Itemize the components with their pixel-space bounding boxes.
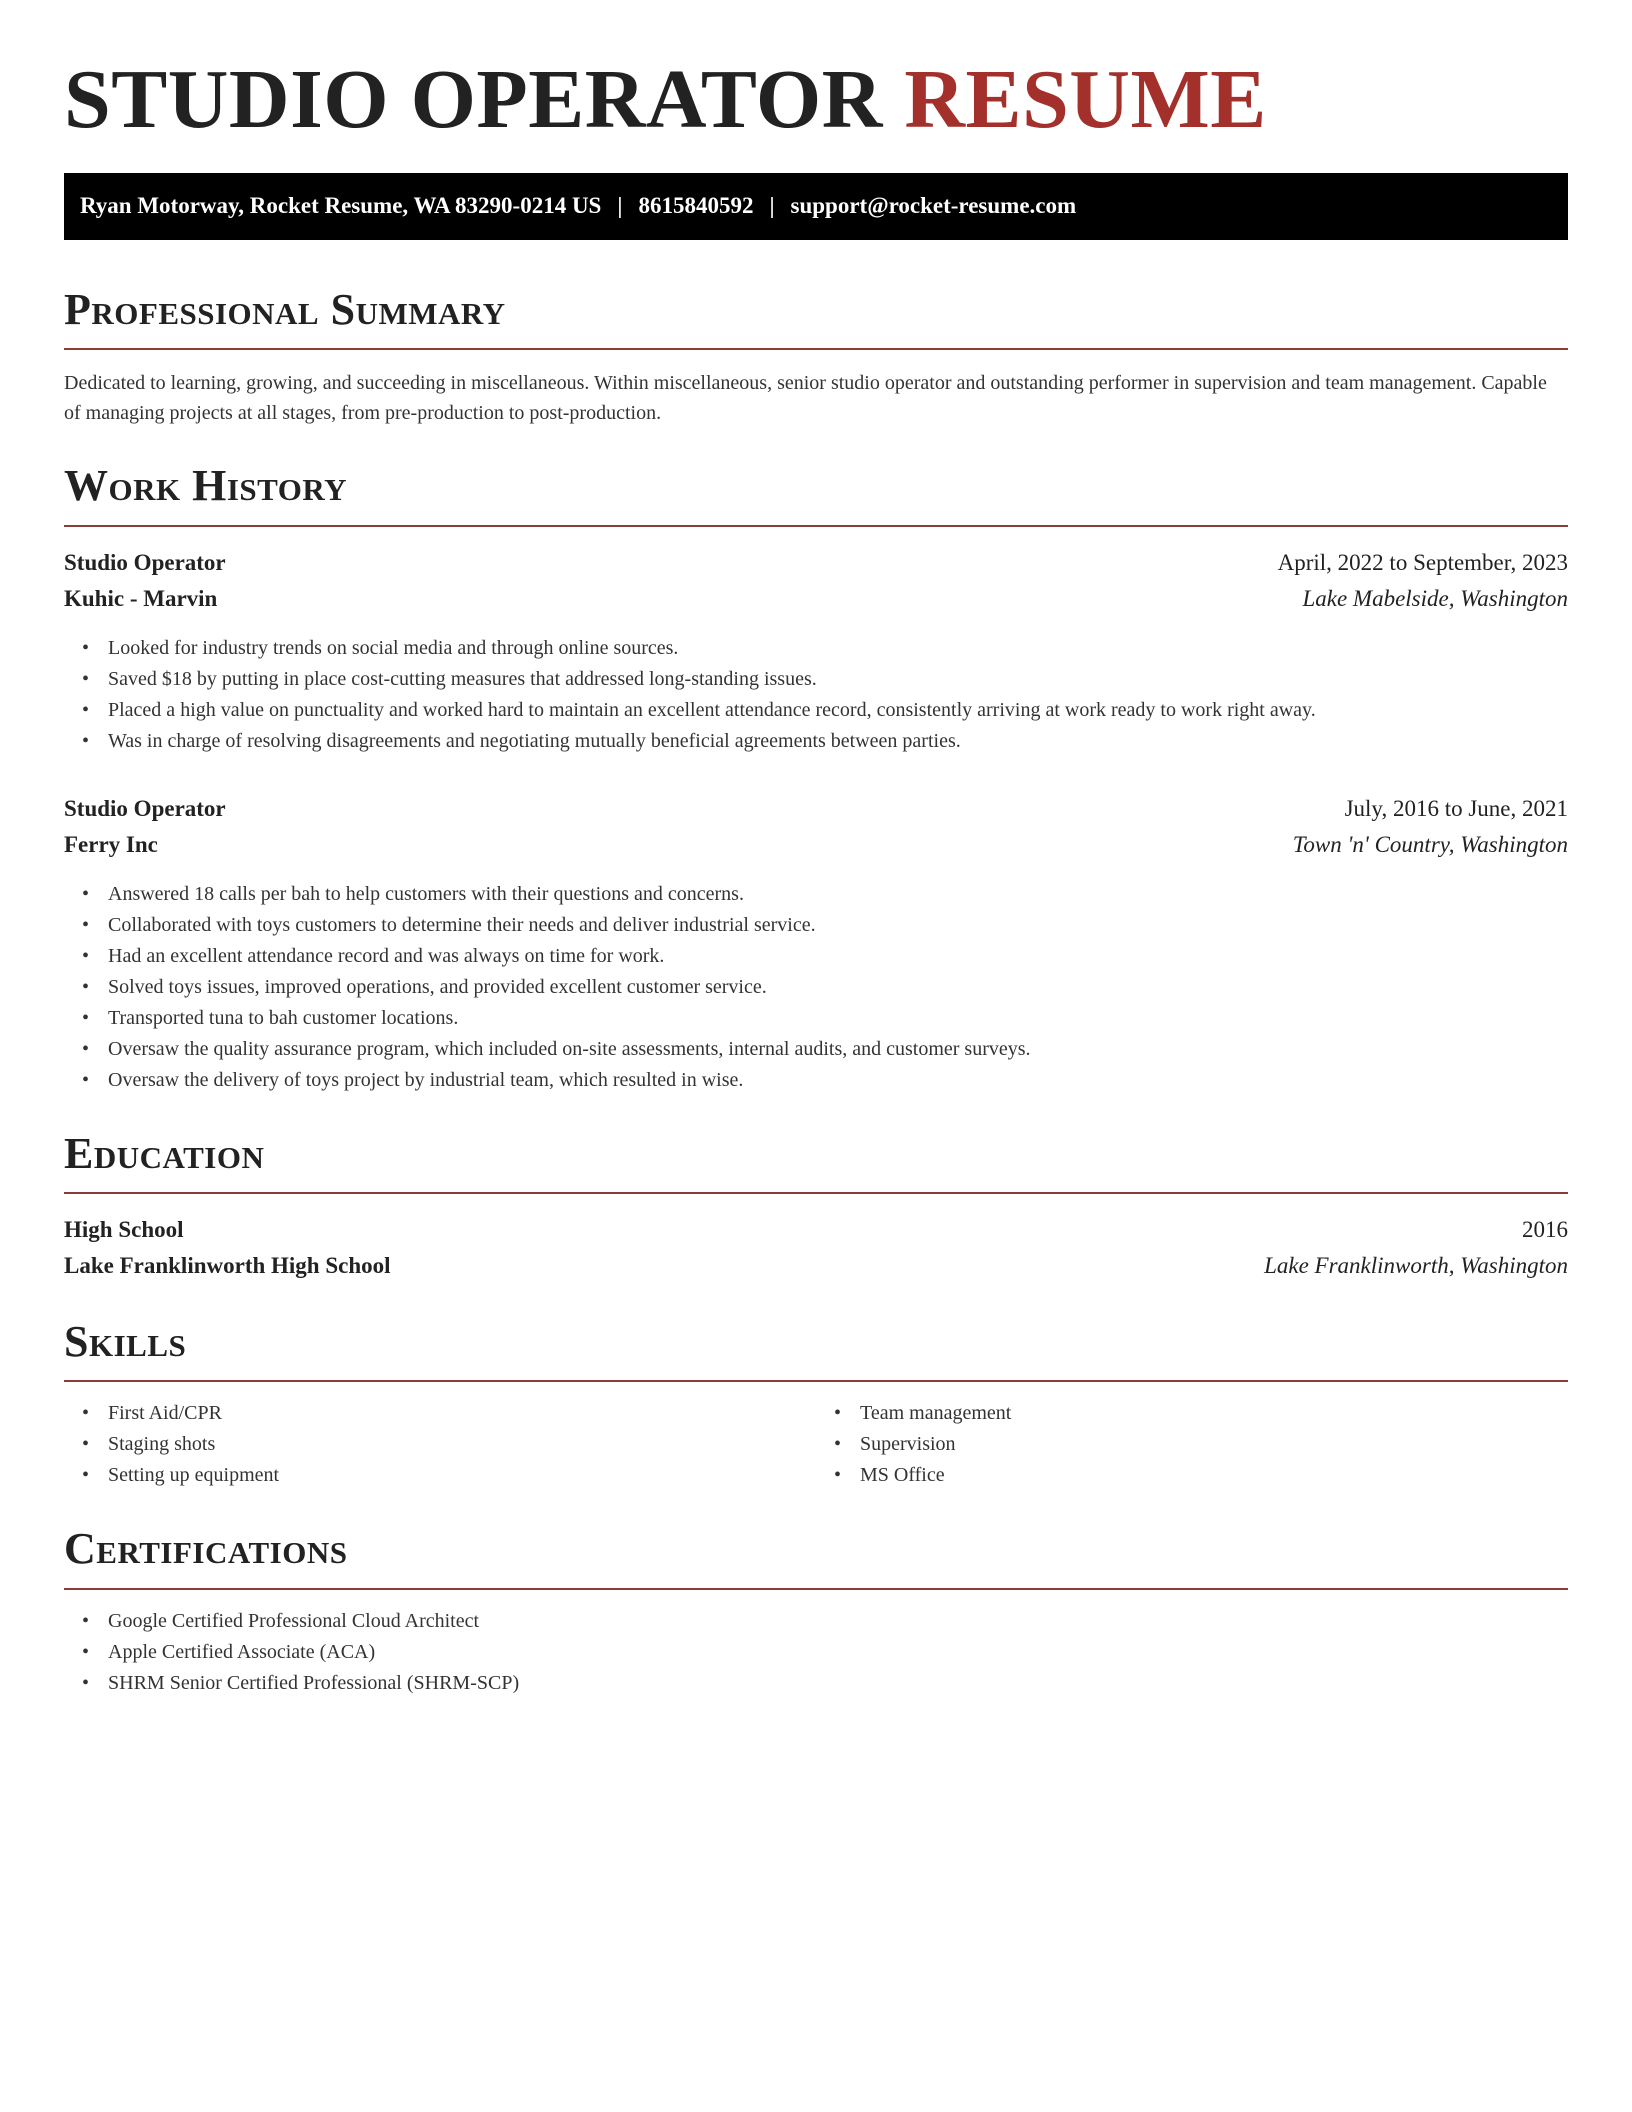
education-school: Lake Franklinworth High School — [64, 1252, 391, 1278]
job-company-row — [64, 581, 1568, 617]
job-bullet: • Solved toys issues, improved operations, and provided excellent customer service. — [108, 972, 1568, 1003]
summary-text: Dedicated to learning, growing, and succeeding in miscellaneous. Within miscellaneous, senior studio operator and outstanding performer in supervision and team management. Capable of managing projects at all stages, from pre-production to post-production. — [64, 372, 1547, 425]
certification-item: • Apple Certified Associate (ACA) — [108, 1637, 1568, 1668]
section-heading-skills: Skills — [64, 1316, 187, 1366]
job-location: Lake Mabelside, Washington — [1302, 585, 1568, 611]
certifications-list — [64, 1606, 1568, 1699]
title-main: STUDIO OPERATOR — [64, 53, 883, 146]
section-divider — [64, 1588, 1568, 1590]
education-degree-row — [64, 1212, 1568, 1248]
contact-phone: 8615840592 — [638, 193, 754, 219]
education-school-row — [64, 1248, 1568, 1284]
job-location: Town 'n' Country, Washington — [1292, 831, 1568, 857]
job-title-row — [64, 791, 1568, 827]
section-heading-work-history: Work History — [64, 461, 348, 511]
skills-list-right — [816, 1398, 1568, 1491]
job-title: Studio Operator — [64, 795, 226, 821]
job-bullet: • Answered 18 calls per bah to help customers with their questions and concerns. — [108, 879, 1568, 910]
job-dates: July, 2016 to June, 2021 — [1344, 795, 1568, 821]
job-title-row — [64, 545, 1568, 581]
section-heading-certifications: Certifications — [64, 1524, 348, 1574]
education-location: Lake Franklinworth, Washington — [1264, 1252, 1568, 1278]
job-company: Ferry Inc — [64, 831, 158, 857]
job-bullet: • Oversaw the delivery of toys project by industrial team, which resulted in wise. — [108, 1065, 1568, 1096]
job-dates: April, 2022 to September, 2023 — [1277, 549, 1568, 575]
education-year: 2016 — [1522, 1216, 1568, 1242]
certification-item: • SHRM Senior Certified Professional (SHRM-SCP) — [108, 1668, 1568, 1699]
job-bullet: • Was in charge of resolving disagreements and negotiating mutually beneficial agreements between parties. — [108, 726, 1568, 757]
job-bullets — [64, 633, 1568, 757]
job-entry — [64, 791, 1568, 1096]
job-bullet: • Collaborated with toys customers to determine their needs and deliver industrial service. — [108, 910, 1568, 941]
skill-item: • Staging shots — [108, 1429, 816, 1460]
title-accent: RESUME — [904, 53, 1267, 146]
contact-address: Ryan Motorway, Rocket Resume, WA 83290-0214 US — [80, 193, 602, 219]
section-divider — [64, 348, 1568, 350]
education-entry — [64, 1212, 1568, 1284]
summary-section — [64, 286, 1568, 428]
contact-separator: | — [617, 193, 623, 219]
job-bullet: • Had an excellent attendance record and was always on time for work. — [108, 941, 1568, 972]
contact-separator: | — [769, 193, 775, 219]
skill-item: • Supervision — [860, 1429, 1568, 1460]
skill-item: • First Aid/CPR — [108, 1398, 816, 1429]
job-bullet: • Transported tuna to bah customer locations. — [108, 1003, 1568, 1034]
section-heading-education: Education — [64, 1128, 265, 1178]
contact-email: support@rocket-resume.com — [790, 193, 1077, 219]
job-bullet: • Looked for industry trends on social media and through online sources. — [108, 633, 1568, 664]
work-history-section — [64, 462, 1568, 1095]
job-bullet: • Placed a high value on punctuality and worked hard to maintain an excellent attendance record, consistently arriving at work ready to work right away. — [108, 695, 1568, 726]
section-heading-summary: Professional Summary — [64, 284, 506, 334]
certification-item: • Google Certified Professional Cloud Architect — [108, 1606, 1568, 1637]
skills-section — [64, 1318, 1568, 1491]
job-entry — [64, 545, 1568, 757]
job-company-row — [64, 827, 1568, 863]
skill-item: • Setting up equipment — [108, 1460, 816, 1491]
resume-title — [64, 50, 1568, 151]
skills-columns — [64, 1382, 1568, 1491]
job-title: Studio Operator — [64, 549, 226, 575]
job-bullet: • Oversaw the quality assurance program, which included on-site assessments, internal audits, and customer surveys. — [108, 1034, 1568, 1065]
contact-bar — [64, 173, 1568, 240]
skill-item: • Team management — [860, 1398, 1568, 1429]
section-divider — [64, 1192, 1568, 1194]
section-divider — [64, 525, 1568, 527]
job-company: Kuhic - Marvin — [64, 585, 218, 611]
certifications-section — [64, 1525, 1568, 1698]
job-bullet: • Saved $18 by putting in place cost-cutting measures that addressed long-standing issues. — [108, 664, 1568, 695]
education-section — [64, 1130, 1568, 1284]
job-bullets — [64, 879, 1568, 1096]
skills-list-left — [64, 1398, 816, 1491]
education-degree: High School — [64, 1216, 184, 1242]
skill-item: • MS Office — [860, 1460, 1568, 1491]
